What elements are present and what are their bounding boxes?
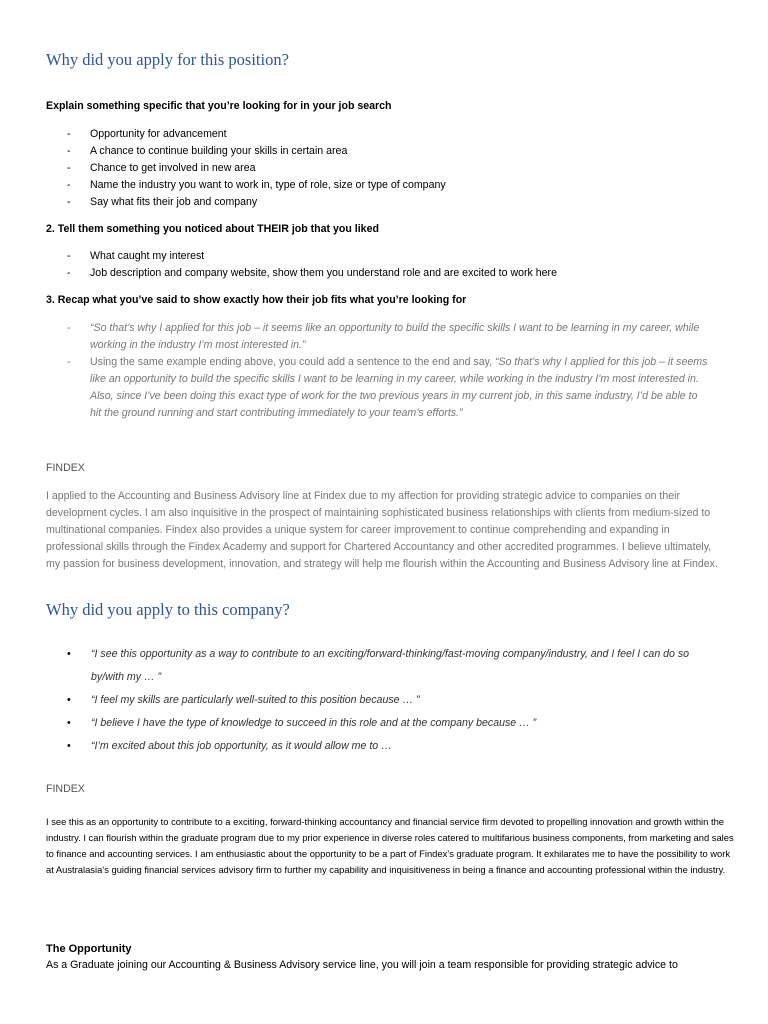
heading-looking-for: Explain something specific that you’re looking for in your job search (46, 100, 392, 112)
list-item: - Say what fits their job and company (67, 196, 258, 208)
list-item: - Chance to get involved in new area (67, 162, 256, 174)
company-answer: I see this as an opportunity to contribute to a exciting, forward-thinking accountancy and financial service firm devoted to propelling innovation and growth within the industry. I can flourish within the graduate program due to my prior experience in diverse roles catered to multifarious business components, from marketing and sales to finance and accounting services. I am enthusiastic about the opportunity to be a part of Findex’s graduate program. It exhilarates me to have the possibility to work at Australasia’s guiding financial services advisory firm to further my capability and inquisitiveness in being a finance and accounting professional within the industry. (46, 816, 734, 875)
opportunity-title: The Opportunity (46, 943, 132, 955)
recap-list (0, 320, 768, 422)
list-item: - Name the industry you want to work in, type of role, size or type of company (67, 179, 446, 191)
list-item: - Using the same example ending above, you could add a sentence to the end and say, “So that’s why I applied for this job – it seems like an opportunity to build the specific skills I want to be learning in my career, while working in the industry I’m most interested in. Also, since I’ve been doing this exact type of work for the two previous years in my current job, in this same industry, I’d be able to hit the ground running and start contributing immediately to your team’s efforts.” (67, 356, 708, 419)
company-label: FINDEX (46, 462, 85, 474)
looking-for-list (0, 126, 768, 211)
list-item: - Opportunity for advancement (67, 128, 227, 140)
list-item: - Job description and company website, show them you understand role and are excited to work here (67, 267, 557, 279)
their-job-list (0, 248, 768, 282)
section-title-company: Why did you apply to this company? (46, 600, 290, 619)
list-item: - “So that’s why I applied for this job – it seems like an opportunity to build the specific skills I want to be learning in my career, while working in the industry I’m most interested in.” (67, 322, 700, 351)
section-title-position: Why did you apply for this position? (46, 50, 289, 69)
position-answer: I applied to the Accounting and Business Advisory line at Findex due to my affection for providing strategic advice to companies on their development cycles. I am also inquisitive in the prospect of maintaining sophisticated business relationships with clients from medium-sized to multinational companies. Findex also provides a unique system for career improvement to continue comprehending and expanding in professional skills through the Findex Academy and support for Chartered Accountancy and other accredited programmes. I believe ultimately, my passion for business development, innovation, and strategy will help me flourish within the Accounting and Business Advisory line at Findex. (46, 490, 718, 570)
company-label: FINDEX (46, 783, 85, 795)
list-item: - A chance to continue building your skills in certain area (67, 145, 348, 157)
list-item: • “I believe I have the type of knowledge to succeed in this role and at the company because … ” (67, 717, 537, 729)
company-quotes-list (0, 643, 768, 758)
heading-their-job: 2. Tell them something you noticed about THEIR job that you liked (46, 223, 379, 235)
heading-recap: 3. Recap what you’ve said to show exactly how their job fits what you’re looking for (46, 294, 467, 306)
list-item: - What caught my interest (67, 250, 205, 262)
list-item: • “I feel my skills are particularly well-suited to this position because … ” (67, 694, 420, 706)
list-item: • “I see this opportunity as a way to contribute to an exciting/forward-thinking/fast-moving company/industry, and I feel I can do so by/with my … ” (67, 648, 690, 683)
opportunity-text: As a Graduate joining our Accounting & Business Advisory service line, you will join a team responsible for providing strategic advice to (46, 959, 678, 971)
list-item: • “I’m excited about this job opportunity, as it would allow me to … (67, 740, 392, 752)
